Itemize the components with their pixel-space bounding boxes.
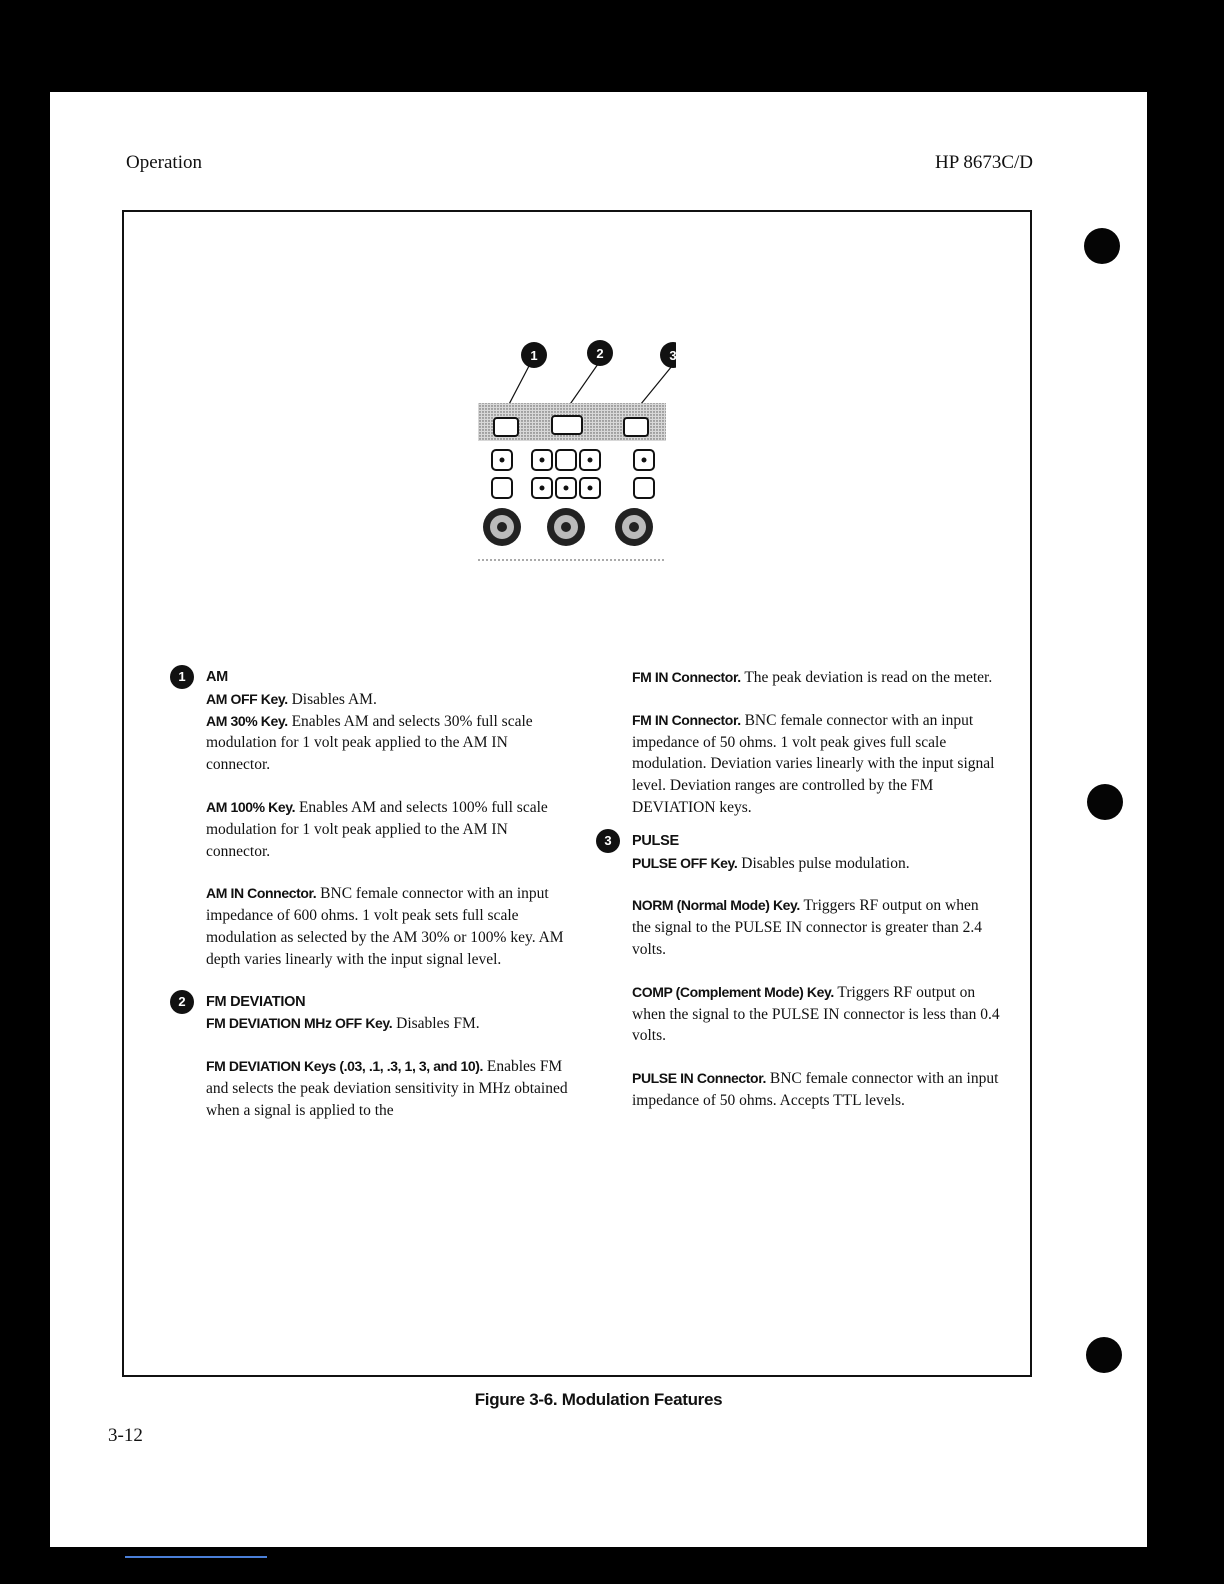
pulse-in-text: BNC female connector with an input impedance of 50 ohms. Accepts TTL levels. [632,1070,999,1109]
front-panel-drawing [476,330,676,570]
norm-entry [632,895,1000,960]
fm-keys-text: Enables FM and selects the peak deviation sensitivity in MHz obtained when a signal is applied to the [206,1058,568,1119]
callout-1-label: 1 [530,348,538,363]
manual-page [50,92,1147,1547]
am-30-key-label: AM 30% Key. [206,712,288,729]
am-30-entry [206,711,574,776]
am-30-text: Enables AM and selects 30% full scale modulation for 1 volt peak applied to the AM IN connector. [206,712,533,774]
binder-hole-bottom [1086,1337,1122,1373]
front-panel-illustration [476,330,676,570]
am-100-entry [206,797,574,862]
callout-3-marker [660,342,676,368]
norm-text: Triggers RF output on when the signal to the PULSE IN connector is greater than 2.4 volts. [632,897,982,958]
callout-3-label: 3 [669,348,676,363]
pulse-in-entry [632,1068,1000,1112]
pulse-in-label: PULSE IN Connector. [632,1070,766,1087]
binder-hole-top [1084,228,1120,264]
am-section [178,667,574,971]
scan-edge-mark [125,1556,267,1558]
model-header: HP 8673C/D [934,152,1033,173]
pulse-off-key-drawing [624,418,648,436]
fm-continued-label: FM IN Connector. [632,669,741,685]
pulse-off-entry [632,853,1000,875]
binder-hole-middle [1087,784,1123,820]
am-in-label: AM IN Connector. [206,885,317,902]
right-column [604,667,1000,1112]
left-column [178,667,574,1122]
bnc-connectors [483,508,653,546]
callout-1-marker [521,342,547,368]
fm-in-label: FM IN Connector. [632,711,741,728]
fm-section [178,992,574,1122]
am-off-key-label: AM OFF Key. [206,690,288,707]
am-off-text: Disables AM. [287,690,377,708]
callout-2-marker [587,340,613,366]
fm-keys-entry [206,1056,574,1121]
pulse-title: PULSE [632,832,679,849]
fm-callout-badge: 2 [170,990,194,1014]
figure-frame [122,210,1032,1377]
fm-off-text: Disables FM. [392,1015,480,1033]
am-title: AM [206,669,228,685]
page-number: 3-12 [108,1425,143,1446]
pulse-section [604,831,1000,1112]
fm-title: FM DEVIATION [206,993,306,1010]
fm-continued-entry [632,667,1000,689]
am-in-text: BNC female connector with an input impedance of 600 ohms. 1 volt peak sets full scale modulation as selected by the AM 30% or 100% key. AM depth varies linearly with the input signal level. [206,885,564,968]
am-100-text: Enables AM and selects 100% full scale modulation for 1 volt peak applied to the AM IN connector. [206,798,548,860]
fm-in-entry [632,710,1000,819]
fm-off-key-label: FM DEVIATION MHz OFF Key. [206,1015,393,1032]
callout-2-label: 2 [596,346,604,361]
fm-keys-label: FM DEVIATION Keys (.03, .1, .3, 1, 3, and 10). [206,1058,483,1075]
am-in-entry [206,883,574,970]
pulse-off-text: Disables pulse modulation. [737,854,910,872]
am-off-entry [206,689,574,711]
pulse-callout-badge: 3 [596,829,620,853]
am-100-key-label: AM 100% Key. [206,798,296,815]
comp-text: Triggers RF output on when the signal to the PULSE IN connector is less than 0.4 volts. [632,983,1000,1045]
fm-off-entry [206,1013,574,1035]
fm-continued-text: The peak deviation is read on the meter. [740,669,993,686]
section-header: Operation [126,152,202,173]
fm-off-key-drawing [552,416,582,434]
fm-in-text: BNC female connector with an input impedance of 50 ohms. 1 volt peak gives full scale modulation. Deviation varies linearly with the input signal level. Deviation ranges are controlled by the FM DEVIATION keys. [632,711,995,816]
comp-entry [632,982,1000,1047]
pulse-off-key-label: PULSE OFF Key. [632,854,738,871]
figure-caption: Figure 3-6. Modulation Features [474,1390,723,1409]
am-callout-badge: 1 [170,665,194,689]
norm-key-label: NORM (Normal Mode) Key. [632,897,800,914]
comp-key-label: COMP (Complement Mode) Key. [632,983,834,1000]
am-off-key-drawing [494,418,518,436]
